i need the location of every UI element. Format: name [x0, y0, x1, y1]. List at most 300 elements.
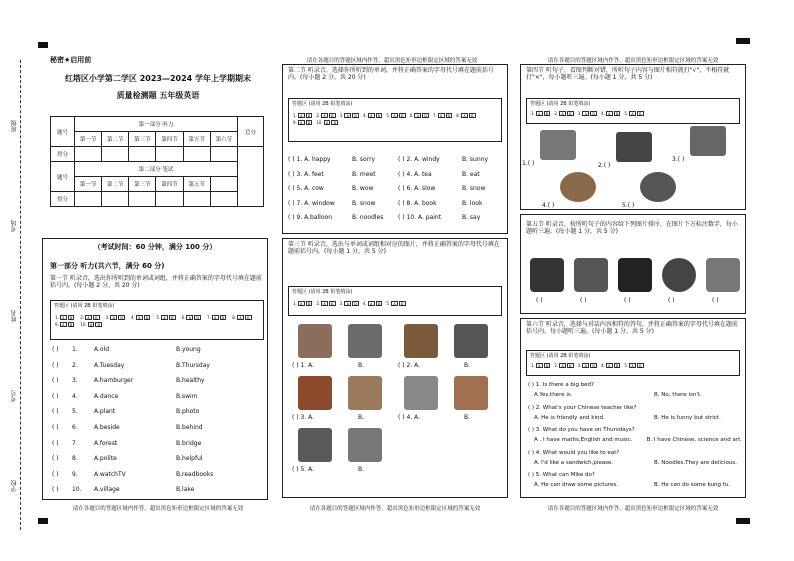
- option-a: ( ) 5. A. cow: [288, 185, 324, 192]
- bubble-number: 1.: [531, 362, 535, 368]
- bubble-number: 3.: [339, 300, 344, 306]
- bubble-number: 6.: [181, 314, 186, 320]
- answer-bubble[interactable]: A: [369, 113, 373, 119]
- question-row: [52, 486, 262, 493]
- answer-bubble[interactable]: B: [170, 315, 174, 321]
- option-a: A . I have maths,English and music.: [534, 437, 633, 443]
- option-a: A.hamburger: [94, 377, 134, 385]
- bubble-group: [156, 315, 175, 320]
- answer-bubble[interactable]: B: [69, 315, 73, 321]
- question-row: [288, 200, 502, 207]
- option-b: B. He can do some kung fu.: [654, 482, 730, 488]
- answer-bubble[interactable]: B: [424, 113, 427, 119]
- bubble-number: 3.: [577, 110, 582, 116]
- answer-bubble[interactable]: B: [145, 315, 149, 321]
- col-label: 第六节: [210, 132, 237, 147]
- question-row: [288, 156, 502, 163]
- answer-bubble[interactable]: A: [631, 363, 634, 369]
- cut-label-number: 考号: [11, 390, 18, 402]
- option-a: ( ) 6. A. slow: [398, 185, 436, 192]
- bubble-number: 5.: [624, 362, 629, 368]
- dialog-options: [534, 460, 742, 466]
- answer-bubble[interactable]: B: [615, 111, 619, 117]
- sec2-instruction: 第二节 听录音，选择你所听到的单词，并将正确答案的字母代号填在题前括号内。(每小题 2 分，共 20 分): [288, 67, 494, 81]
- option-a: ( ) 4. A. tea: [398, 170, 432, 178]
- cut-label-name: 姓名: [11, 310, 18, 322]
- answer-bubble[interactable]: B: [330, 113, 334, 119]
- notice-2: 请在各题目的答题区域内作答，超出黑色矩形边框限定区域的答案无效: [309, 506, 481, 512]
- answer-bubble[interactable]: A: [631, 111, 634, 117]
- sec2-answer-sheet: [288, 98, 502, 142]
- sec1-instruction: 第一节 听录音，选出你所听到的单词或词组，并将正确答案的字母代号填在题前括号内。(每小题 2 分，共 20 分): [50, 275, 262, 289]
- order-picture: [530, 258, 564, 292]
- label-a: ( ) 3. A.: [292, 414, 315, 421]
- col-label: 第一节: [75, 132, 102, 147]
- answer-bubble[interactable]: A: [188, 315, 192, 321]
- answer-bubble[interactable]: A: [607, 363, 611, 369]
- answer-bubble[interactable]: B: [592, 363, 595, 369]
- bubble-group: [232, 315, 251, 320]
- answer-bubble[interactable]: B: [545, 111, 549, 117]
- option-b: B. He is funny but strict.: [654, 414, 721, 421]
- answer-bubble[interactable]: A: [213, 315, 217, 321]
- bubble-group: [386, 301, 405, 306]
- label-b: B.: [358, 466, 365, 473]
- question-row: [288, 214, 502, 221]
- order-label[interactable]: ( ): [624, 297, 631, 304]
- question-row: [52, 424, 262, 431]
- label-b: B.: [358, 414, 365, 421]
- answer-bubble[interactable]: B: [94, 315, 98, 321]
- label-a: ( ) 4. A.: [398, 414, 421, 421]
- answer-bubble[interactable]: B: [470, 113, 474, 119]
- defen-label: 得分: [51, 147, 75, 162]
- bubble-number: 6.: [409, 112, 414, 118]
- bubble-group: [207, 315, 226, 320]
- bubble-number: 3.: [105, 314, 110, 320]
- order-label[interactable]: ( ): [580, 297, 587, 304]
- bubble-number: 5.: [386, 300, 391, 306]
- bubble-number: 4.: [362, 112, 367, 118]
- question-row: [52, 455, 262, 462]
- option-b: B.helpful: [176, 455, 203, 463]
- sec4-instruction: 第四节 听句子，看图判断对错，所听句子内容与图片相符就打"√"，不相符就打"×"，每小题听三遍。(每小题 1 分，共 5 分): [526, 67, 730, 81]
- answer-bubble[interactable]: A: [369, 301, 373, 307]
- col-label: 第二节: [102, 177, 129, 192]
- option-a: A. I'd like a sandwich,please.: [534, 459, 614, 466]
- col-label: 第三节: [129, 132, 156, 147]
- answer-paren[interactable]: ( ): [52, 439, 59, 447]
- judge-picture: [540, 130, 576, 160]
- col-label: 第五节: [183, 132, 210, 147]
- option-b: B. look: [462, 199, 483, 207]
- answer-bubble[interactable]: B: [592, 111, 595, 117]
- dialog-options: [534, 415, 742, 421]
- option-b: B. wow: [352, 185, 374, 192]
- bubble-number: 1.: [531, 110, 535, 116]
- option-b: B. Noodles.They are delicious.: [654, 459, 737, 466]
- answer-bubble[interactable]: B: [447, 113, 451, 119]
- question-number: 9.: [72, 470, 78, 478]
- bubble-group: [340, 113, 359, 118]
- picture-a: [298, 376, 332, 410]
- answer-bubble[interactable]: B: [196, 315, 199, 321]
- option-a: ( ) 9. A.balloon: [288, 214, 332, 221]
- answer-bubble[interactable]: A: [299, 120, 303, 126]
- answer-bubble[interactable]: B: [246, 315, 250, 321]
- dialog-question: ( ) 4. What would you like to eat?: [528, 449, 620, 456]
- cut-label-class: 班级: [11, 120, 18, 132]
- option-a: A.beside: [94, 424, 120, 431]
- defen-label: 得分: [51, 192, 75, 207]
- answer-bubble[interactable]: A: [393, 301, 396, 307]
- question-number: 2.: [72, 361, 78, 369]
- col-label: 第三节: [129, 177, 156, 192]
- bubble-number: 8.: [456, 112, 461, 118]
- dialog-question: ( ) 3. What do you have on Thursdays?: [528, 427, 635, 433]
- picture-a: [404, 324, 438, 358]
- answer-bubble[interactable]: B: [307, 120, 311, 126]
- judge-label[interactable]: 3.( ): [672, 156, 685, 163]
- notice-1: 请在各题目的答题区域内作答，超出黑色矩形边框限定区域的答案无效: [72, 506, 244, 512]
- section-2-box: [282, 64, 508, 234]
- picture-b: [348, 428, 382, 462]
- total-label: 总分: [238, 117, 264, 147]
- sheet-title: 答题区 (请用 2B 铅笔填涂): [292, 289, 353, 295]
- answer-bubble[interactable]: B: [354, 301, 357, 307]
- option-b: B. No, there isn't.: [654, 392, 702, 398]
- bubble-number: 7.: [206, 314, 211, 320]
- bubble-group: [316, 301, 335, 306]
- order-label[interactable]: ( ): [668, 297, 675, 304]
- bubble-group: [601, 363, 620, 368]
- answer-bubble[interactable]: A: [323, 113, 326, 119]
- dialog-question: ( ) 1. Is there a big bed?: [528, 382, 594, 388]
- option-b: B. I have Chinese, science and art.: [646, 437, 742, 443]
- label-a: ( ) 2. A.: [398, 362, 421, 369]
- bubble-group: [433, 113, 452, 118]
- sheet-title: 答题区 (请用 2B 铅笔填涂): [292, 101, 353, 107]
- option-a: A.dance: [94, 392, 119, 400]
- answer-bubble[interactable]: A: [537, 111, 541, 117]
- answer-bubble[interactable]: A: [239, 315, 242, 321]
- bubble-group: [340, 301, 359, 306]
- answer-bubble[interactable]: B: [377, 301, 381, 307]
- cut-label-school: 学校: [11, 480, 18, 492]
- notice-top-3: 请在各题目的答题区域内作答，超出黑色矩形边框限定区域的答案无效: [547, 58, 719, 64]
- bubble-number: 10.: [316, 119, 323, 125]
- bubble-group: [554, 363, 573, 368]
- judge-label[interactable]: 4.( ): [542, 202, 555, 209]
- option-b: B. sunny: [462, 156, 489, 163]
- answer-bubble[interactable]: A: [323, 301, 326, 307]
- option-a: A.village: [94, 486, 120, 494]
- sheet-title: 答题区 (请用 2B 铅笔填涂): [530, 101, 591, 107]
- option-b: B. sorry: [352, 156, 376, 163]
- secret-label: 秘密★启用前: [50, 56, 92, 64]
- answer-bubble[interactable]: A: [607, 111, 611, 117]
- bubble-number: 3.: [339, 112, 344, 118]
- judge-label[interactable]: 2.( ): [598, 162, 611, 169]
- label-a: ( ) 5. A.: [292, 466, 315, 473]
- answer-bubble[interactable]: A: [112, 315, 116, 321]
- dialog-options: [534, 482, 742, 488]
- option-a: A. He is friendly and kind.: [534, 414, 605, 421]
- question-number: 4.: [72, 392, 78, 400]
- sheet-title: 答题区 (请用 2B 铅笔填涂): [530, 353, 591, 359]
- bubble-group: [80, 322, 102, 327]
- question-number: 3.: [72, 377, 78, 385]
- question-number: 10.: [72, 486, 82, 494]
- option-a: A.old: [94, 346, 110, 353]
- question-row: [288, 185, 502, 192]
- option-b: B.healthy: [176, 377, 205, 385]
- corner-mark: [736, 518, 750, 524]
- option-a: ( ) 7. A. window: [288, 199, 335, 207]
- answer-paren[interactable]: ( ): [52, 470, 59, 478]
- bubble-group: [316, 113, 335, 118]
- picture-b: [348, 376, 382, 410]
- option-a: A.plant: [94, 408, 116, 416]
- col-label: 第四节: [156, 132, 183, 147]
- answer-bubble[interactable]: B: [307, 301, 311, 307]
- answer-bubble[interactable]: B: [638, 363, 642, 369]
- sec5-instruction: 第五节 听录音，按所听句子的内容给下列图片排序，在图片下方标注数字，每小题听三遍。(每小题 1 分，共 5 分): [526, 221, 738, 235]
- answer-bubble[interactable]: A: [346, 301, 350, 307]
- notice-top-2: 请在各题目的答题区域内作答，超出黑色矩形边框限定区域的答案无效: [306, 58, 478, 64]
- sec6-instruction: 第六节 听录音，选择与对话内容相符的答句，并将正确答案的字母代号填在题前括号内。每小题听三遍。(每小题 1 分，共 5 分): [526, 321, 738, 335]
- corner-mark: [38, 42, 48, 48]
- bubble-group: [293, 120, 312, 125]
- question-row: [52, 362, 262, 369]
- answer-bubble[interactable]: A: [561, 363, 564, 369]
- bubble-number: 7.: [432, 112, 437, 118]
- answer-bubble[interactable]: B: [568, 363, 572, 369]
- option-b: B. snow: [352, 199, 376, 207]
- answer-bubble[interactable]: A: [61, 322, 65, 328]
- answer-bubble[interactable]: B: [69, 322, 73, 328]
- question-row: [52, 408, 262, 415]
- answer-paren[interactable]: ( ): [52, 408, 59, 416]
- exam-info: （考试时间：60 分钟，满分 100 分）: [93, 243, 217, 251]
- sec3-instruction: 第三节 听录音，选出与单词或词组相对应的图片，并将正确答案的字母代号填在题前括号内。(每小题 1 分，共 5 分): [288, 241, 500, 255]
- answer-bubble[interactable]: A: [163, 315, 166, 321]
- dialog-options: [534, 392, 742, 398]
- order-label[interactable]: ( ): [536, 297, 543, 304]
- option-a: A. He can draw some pictures.: [534, 482, 618, 488]
- bubble-group: [316, 120, 338, 125]
- answer-bubble[interactable]: A: [416, 113, 420, 119]
- bubble-number: 5.: [156, 314, 161, 320]
- bubble-group: [624, 111, 643, 116]
- question-row: [52, 393, 262, 400]
- option-b: B. meet: [352, 170, 376, 178]
- answer-bubble[interactable]: B: [638, 111, 642, 117]
- answer-bubble[interactable]: B: [97, 322, 101, 328]
- bubble-number: 2.: [80, 314, 85, 320]
- bubble-number: 1.: [55, 314, 59, 320]
- corner-mark: [38, 518, 48, 524]
- bubble-number: 4.: [130, 314, 135, 320]
- tihao-label: 题号: [51, 117, 75, 147]
- answer-bubble[interactable]: A: [137, 315, 141, 321]
- label-a: ( ) 1. A.: [292, 362, 315, 369]
- answer-bubble[interactable]: B: [545, 363, 549, 369]
- answer-bubble[interactable]: B: [333, 120, 337, 126]
- sec4-answer-sheet: [526, 98, 740, 124]
- bubble-group: [456, 113, 475, 118]
- col-label: 第四节: [156, 177, 183, 192]
- bubble-group: [131, 315, 150, 320]
- answer-bubble[interactable]: A: [537, 363, 541, 369]
- answer-paren[interactable]: ( ): [52, 455, 59, 463]
- bubble-number: 9.: [293, 119, 297, 125]
- answer-bubble[interactable]: A: [584, 111, 588, 117]
- col-label: 第五节: [183, 177, 210, 192]
- order-picture: [618, 258, 652, 292]
- answer-bubble[interactable]: B: [377, 113, 381, 119]
- answer-bubble[interactable]: B: [330, 301, 334, 307]
- judge-label[interactable]: 1.( ): [522, 160, 535, 167]
- bubble-group: [363, 113, 382, 118]
- bubble-group: [182, 315, 201, 320]
- bubble-group: [601, 111, 620, 116]
- bubble-group: [293, 301, 312, 306]
- bubble-number: 1.: [293, 300, 297, 306]
- bubble-number: 2.: [554, 362, 559, 368]
- bubble-group: [578, 363, 597, 368]
- answer-bubble[interactable]: A: [61, 315, 65, 321]
- answer-bubble[interactable]: B: [354, 113, 357, 119]
- bubble-group: [363, 301, 382, 306]
- bubble-number: 2.: [316, 112, 321, 118]
- dialog-options: [534, 437, 742, 443]
- option-a: ( ) 3. A. feet: [288, 170, 324, 178]
- picture-b: [348, 324, 382, 358]
- picture-a: [404, 376, 438, 410]
- option-b: B.behind: [176, 424, 203, 431]
- answer-bubble[interactable]: B: [615, 363, 619, 369]
- bubble-group: [531, 363, 550, 368]
- option-b: B. say: [462, 214, 481, 221]
- answer-bubble[interactable]: A: [87, 315, 90, 321]
- bubble-number: 2.: [316, 300, 321, 306]
- option-b: B. noodles: [352, 214, 384, 221]
- answer-bubble[interactable]: A: [325, 120, 329, 126]
- bubble-number: 5.: [624, 110, 629, 116]
- answer-bubble[interactable]: A: [299, 301, 303, 307]
- option-a: ( ) 10. A. paint: [398, 214, 442, 221]
- sec6-answer-sheet: [526, 350, 740, 376]
- option-a: A.polite: [94, 455, 117, 463]
- judge-picture: [560, 172, 596, 202]
- part1-heading: 第一部分 听力(共六节，满分 60 分): [50, 262, 165, 270]
- bubble-group: [106, 315, 125, 320]
- answer-bubble[interactable]: A: [299, 113, 303, 119]
- sec1-answer-sheet: [50, 300, 264, 340]
- bubble-group: [554, 111, 573, 116]
- option-b: B.readbooks: [176, 470, 214, 478]
- answer-bubble[interactable]: B: [400, 301, 404, 307]
- question-number: 7.: [72, 439, 78, 447]
- picture-b: [454, 324, 488, 358]
- option-a: ( ) 1. A. happy: [288, 156, 331, 163]
- order-picture: [706, 258, 740, 292]
- col-label: 第一节: [75, 177, 102, 192]
- dialog-question: ( ) 5. What can Mike do?: [528, 472, 595, 478]
- answer-paren[interactable]: ( ): [52, 486, 59, 494]
- option-b: B.young: [176, 346, 201, 353]
- answer-paren[interactable]: ( ): [52, 377, 59, 385]
- bubble-group: [55, 315, 74, 320]
- option-b: B. snow: [462, 185, 486, 192]
- answer-bubble[interactable]: A: [584, 363, 588, 369]
- corner-mark: [736, 38, 750, 44]
- bubble-group: [386, 113, 405, 118]
- answer-bubble[interactable]: A: [89, 322, 93, 328]
- score-table: [50, 116, 264, 207]
- answer-bubble[interactable]: A: [463, 113, 466, 119]
- answer-bubble[interactable]: A: [439, 113, 443, 119]
- dialog-question: ( ) 2. What's your Chinese teacher like?: [528, 404, 637, 411]
- judge-picture: [640, 172, 676, 202]
- answer-bubble[interactable]: B: [221, 315, 225, 321]
- question-row: [288, 171, 502, 178]
- option-a: ( ) 8. A. book: [398, 199, 437, 207]
- answer-paren[interactable]: ( ): [52, 424, 59, 431]
- answer-bubble[interactable]: B: [120, 315, 123, 321]
- bubble-number: 4.: [362, 300, 367, 306]
- judge-label[interactable]: 5.( ): [622, 202, 635, 209]
- answer-bubble[interactable]: B: [307, 113, 311, 119]
- answer-paren[interactable]: ( ): [52, 346, 59, 353]
- answer-paren[interactable]: ( ): [52, 361, 59, 369]
- bubble-number: 4.: [600, 362, 605, 368]
- option-b: B.bridge: [176, 439, 202, 447]
- answer-bubble[interactable]: A: [561, 111, 564, 117]
- label-b: B.: [358, 362, 365, 369]
- order-label[interactable]: ( ): [712, 297, 719, 304]
- question-number: 8.: [72, 455, 78, 463]
- bubble-number: 9.: [55, 321, 59, 327]
- cut-label-room: 考场: [11, 220, 18, 232]
- binding-strip: [10, 60, 30, 530]
- question-number: 6.: [72, 424, 78, 431]
- answer-bubble[interactable]: B: [568, 111, 572, 117]
- bubble-group: [624, 363, 643, 368]
- bubble-number: 10.: [80, 321, 87, 327]
- bubble-number: 5.: [386, 112, 391, 118]
- picture-a: [298, 428, 332, 462]
- question-row: [52, 440, 262, 447]
- order-picture: [574, 258, 608, 292]
- option-b: B.swim: [176, 392, 198, 400]
- sec3-answer-sheet: [288, 286, 502, 316]
- answer-bubble[interactable]: A: [393, 113, 396, 119]
- option-b: B.Thursday: [176, 361, 210, 369]
- part1-label: 第一部分 听力: [75, 117, 238, 132]
- question-row: [52, 377, 262, 384]
- answer-bubble[interactable]: B: [400, 113, 404, 119]
- answer-bubble[interactable]: A: [346, 113, 350, 119]
- option-a: A.Tuesday: [94, 361, 125, 369]
- bubble-group: [80, 315, 99, 320]
- bubble-group: [55, 322, 74, 327]
- answer-paren[interactable]: ( ): [52, 392, 59, 400]
- exam-subtitle: 质量检测题 五年级英语: [116, 91, 200, 100]
- question-row: [52, 346, 262, 353]
- col-label: 第二节: [102, 132, 129, 147]
